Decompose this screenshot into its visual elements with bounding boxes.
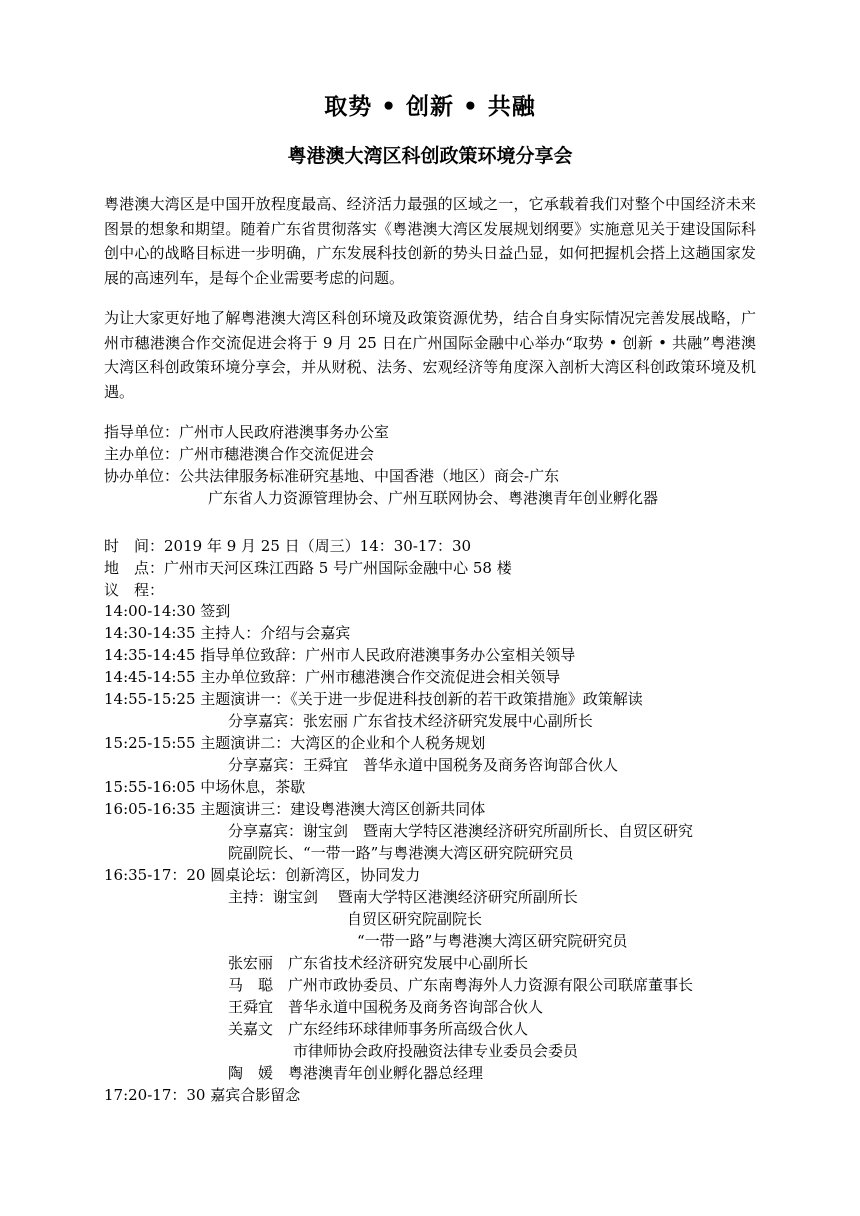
agenda-item: 14:30-14:35 主持人：介绍与会嘉宾	[104, 624, 351, 642]
host-unit: 主办单位：广州市穗港澳合作交流促进会	[104, 445, 375, 463]
agenda-item: 16:35-17：20 圆桌论坛：创新湾区，协同发力	[104, 866, 421, 884]
agenda-item: 17:20-17：30 嘉宾合影留念	[104, 1086, 301, 1104]
agenda-item: 14:45-14:55 主办单位致辞：广州市穗港澳合作交流促进会相关领导	[104, 668, 561, 686]
agenda-item: 14:00-14:30 签到	[104, 602, 231, 620]
document-title: 取势 • 创新 • 共融	[324, 94, 536, 120]
panelist: 王舜宜 普华永道中国税务及商务咨询部合伙人	[228, 998, 544, 1016]
panelist: 关嘉文 广东经纬环球律师事务所高级合伙人	[228, 1020, 529, 1038]
agenda-item: 16:05-16:35 主题演讲三：建设粤港澳大湾区创新共同体	[104, 800, 486, 818]
agenda-item: 15:55-16:05 中场休息，茶歇	[104, 778, 306, 796]
guide-unit: 指导单位：广州市人民政府港澳事务办公室	[104, 423, 390, 441]
panel-moderator: 主持：谢宝剑 暨南大学特区港澳经济研究所副所长	[228, 888, 578, 906]
panelist: 马 聪 广州市政协委员、广东南粤海外人力资源有限公司联席董事长	[228, 976, 694, 994]
co-organizer-line-2: 广东省人力资源管理协会、广州互联网协会、粤港澳青年创业孵化器	[208, 489, 659, 507]
panelist: 张宏丽 广东省技术经济研究发展中心副所长	[228, 954, 529, 972]
intro-paragraph-2: 为让大家更好地了解粤港澳大湾区科创环境及政策资源优势，结合自身实际情况完善发展战略，广州市穗港澳合作交流促进会将于 9 月 25 日在广州国际金融中心举办“取势 • 创新 • 共融”粤港澳大湾区科创政策环境分享会，并从财税、法务、宏观经济等角度深入剖析大湾区科创政策环境及机遇。	[104, 309, 756, 401]
event-time: 时 间：2019 年 9 月 25 日（周三）14：30-17：30	[104, 537, 472, 555]
panel-moderator-cont: “一带一路”与粤港澳大湾区研究院研究员	[357, 932, 628, 950]
agenda-speaker: 分享嘉宾：张宏丽 广东省技术经济研究发展中心副所长	[228, 712, 593, 730]
agenda-label: 议 程：	[104, 581, 165, 599]
agenda-speaker: 分享嘉宾：王舜宜 普华永道中国税务及商务咨询部合伙人	[228, 756, 619, 774]
event-place: 地 点：广州市天河区珠江西路 5 号广州国际金融中心 58 楼	[104, 559, 512, 577]
agenda-item: 15:25-15:55 主题演讲二：大湾区的企业和个人税务规划	[104, 734, 486, 752]
co-organizer-line-1: 协办单位：公共法律服务标准研究基地、中国香港（地区）商会-广东	[104, 467, 560, 485]
agenda-item: 14:55-15:25 主题演讲一：《关于进一步促进科技创新的若干政策措施》政策解读	[104, 690, 643, 708]
panelist-cont: 市律师协会政府投融资法律专业委员会委员	[293, 1042, 579, 1060]
agenda-item: 14:35-14:45 指导单位致辞：广州市人民政府港澳事务办公室相关领导	[104, 646, 576, 664]
document-subtitle: 粤港澳大湾区科创政策环境分享会	[287, 145, 573, 167]
panelist: 陶 媛 粤港澳青年创业孵化器总经理	[228, 1064, 484, 1082]
intro-paragraph-1: 粤港澳大湾区是中国开放程度最高、经济活力最强的区域之一，它承载着我们对整个中国经济未来图景的想象和期望。随着广东省贯彻落实《粤港澳大湾区发展规划纲要》实施意见关于建设国际科创中心的战略目标进一步明确，广东发展科技创新的势头日益凸显，如何把握机会搭上这趟国家发展的高速列车，是每个企业需要考虑的问题。	[104, 195, 756, 287]
panel-moderator-cont: 自贸区研究院副院长	[347, 910, 483, 928]
agenda-speaker-cont: 院副院长、“一带一路”与粤港澳大湾区研究院研究员	[228, 844, 574, 862]
agenda-speaker: 分享嘉宾：谢宝剑 暨南大学特区港澳经济研究所副所长、自贸区研究	[228, 822, 694, 840]
